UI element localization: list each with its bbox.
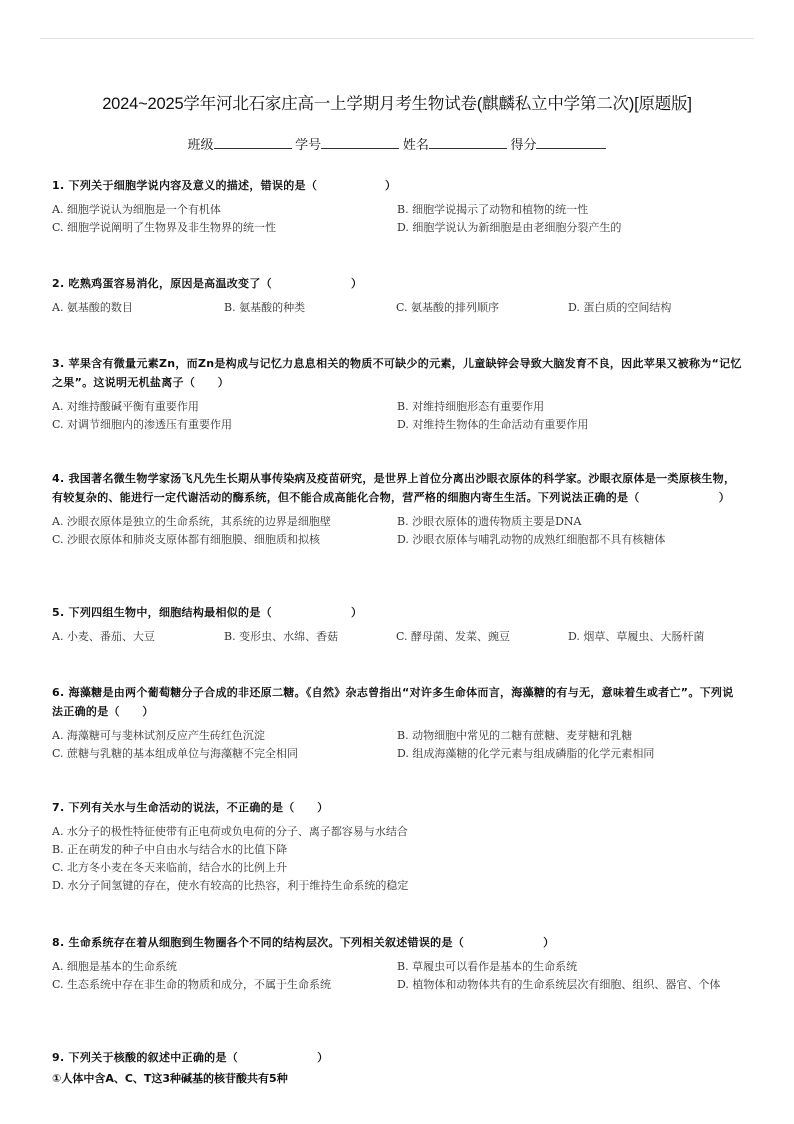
name-blank[interactable]	[429, 137, 507, 149]
option-a[interactable]: A. 细胞学说认为细胞是一个有机体	[52, 203, 221, 216]
option-b[interactable]: B. 对维持细胞形态有重要作用	[397, 400, 545, 413]
option-a[interactable]: A. 氨基酸的数目	[52, 301, 133, 314]
option-b[interactable]: B. 动物细胞中常见的二糖有蔗糖、麦芽糖和乳糖	[397, 729, 633, 742]
option-a[interactable]: A. 沙眼衣原体是独立的生命系统，其系统的边界是细胞壁	[52, 515, 331, 528]
question-7	[52, 798, 742, 895]
option-c[interactable]: C. 细胞学说阐明了生物界及非生物界的统一性	[52, 221, 277, 234]
name-label: 姓名	[402, 137, 429, 152]
option-d[interactable]: D. 对维持生物体的生命活动有重要作用	[397, 418, 589, 431]
option-a[interactable]: A. 海藻糖可与斐林试剂反应产生砖红色沉淀	[52, 729, 265, 742]
question-stem: 9. 下列关于核酸的叙述中正确的是（ ）	[52, 1051, 329, 1064]
option-a[interactable]: A. 水分子的极性特征使带有正电荷或负电荷的分子、离子都容易与水结合	[52, 825, 408, 838]
question-stem: 3. 苹果含有微量元素Zn，而Zn是构成与记忆力息息相关的物质不可缺少的元素，儿童缺锌会导致大脑发育不良，因此苹果又被称为“记忆之果”。这说明无机盐离子（ ）	[52, 357, 742, 389]
question-9	[52, 1048, 742, 1088]
question-stem: 2. 吃熟鸡蛋容易消化，原因是高温改变了（ ）	[52, 277, 363, 290]
option-d[interactable]: D. 植物体和动物体共有的生命系统层次有细胞、组织、器官、个体	[397, 978, 721, 991]
option-c[interactable]: C. 对调节细胞内的渗透压有重要作用	[52, 418, 233, 431]
option-a[interactable]: A. 小麦、番茄、大豆	[52, 630, 155, 643]
question-6	[52, 683, 742, 763]
option-d[interactable]: D. 沙眼衣原体与哺乳动物的成熟红细胞都不具有核糖体	[397, 533, 666, 546]
score-blank[interactable]	[536, 137, 606, 149]
question-stem: 7. 下列有关水与生命活动的说法，不正确的是（ ）	[52, 801, 329, 814]
question-2	[52, 274, 742, 317]
option-d[interactable]: D. 细胞学说认为新细胞是由老细胞分裂产生的	[397, 221, 622, 234]
option-b[interactable]: B. 正在萌发的种子中自由水与结合水的比值下降	[52, 843, 288, 856]
option-d[interactable]: D. 蛋白质的空间结构	[568, 301, 672, 314]
statement-1: ①人体中含A、C、T这3种碱基的核苷酸共有5种	[52, 1072, 288, 1085]
question-stem: 6. 海藻糖是由两个葡萄糖分子合成的非还原二糖。《自然》杂志曾指出“对许多生命体而言，海藻糖的有与无，意味着生或者亡”。下列说法正确的是（ ）	[52, 686, 734, 718]
question-8	[52, 933, 742, 994]
option-c[interactable]: C. 生态系统中存在非生命的物质和成分，不属于生命系统	[52, 978, 332, 991]
option-a[interactable]: A. 细胞是基本的生命系统	[52, 960, 177, 973]
option-c[interactable]: C. 氨基酸的排列顺序	[396, 301, 500, 314]
option-b[interactable]: B. 细胞学说揭示了动物和植物的统一性	[397, 203, 589, 216]
option-b[interactable]: B. 氨基酸的种类	[224, 301, 306, 314]
question-stem: 8. 生命系统存在着从细胞到生物圈各个不同的结构层次。下列相关叙述错误的是（ ）	[52, 936, 555, 949]
question-3	[52, 354, 742, 434]
question-stem: 1. 下列关于细胞学说内容及意义的描述，错误的是（ ）	[52, 179, 397, 192]
option-c[interactable]: C. 酵母菌、发菜、豌豆	[396, 630, 511, 643]
student-info-line	[0, 134, 794, 153]
option-b[interactable]: B. 沙眼衣原体的遗传物质主要是DNA	[397, 515, 582, 528]
student-id-blank[interactable]	[321, 137, 399, 149]
question-stem: 5. 下列四组生物中，细胞结构最相似的是（ ）	[52, 606, 363, 619]
option-b[interactable]: B. 变形虫、水绵、香菇	[224, 630, 339, 643]
class-blank[interactable]	[214, 137, 292, 149]
header-rule	[40, 38, 754, 39]
question-stem: 4. 我国著名微生物学家汤飞凡先生长期从事传染病及疫苗研究，是世界上首位分离出沙眼衣原体的科学家。沙眼衣原体是一类原核生物，有较复杂的、能进行一定代谢活动的酶系统，但不能合成高能化合物，营严格的细胞内寄生生活。下列说法正确的是（ ）	[52, 472, 736, 504]
option-c[interactable]: C. 北方冬小麦在冬天来临前，结合水的比例上升	[52, 861, 288, 874]
question-4	[52, 469, 742, 549]
question-5	[52, 603, 742, 646]
option-d[interactable]: D. 烟草、草履虫、大肠杆菌	[568, 630, 705, 643]
option-c[interactable]: C. 蔗糖与乳糖的基本组成单位与海藻糖不完全相同	[52, 747, 299, 760]
option-b[interactable]: B. 草履虫可以看作是基本的生命系统	[397, 960, 578, 973]
score-label: 得分	[510, 137, 537, 152]
question-1	[52, 176, 742, 237]
page-title: 2024~2025学年河北石家庄高一上学期月考生物试卷(麒麟私立中学第二次)[原题版]	[102, 95, 692, 113]
option-c[interactable]: C. 沙眼衣原体和肺炎支原体都有细胞膜、细胞质和拟核	[52, 533, 321, 546]
student-id-label: 学号	[295, 137, 322, 152]
class-label: 班级	[187, 137, 214, 152]
option-a[interactable]: A. 对维持酸碱平衡有重要作用	[52, 400, 199, 413]
option-d[interactable]: D. 组成海藻糖的化学元素与组成磷脂的化学元素相同	[397, 747, 655, 760]
option-d[interactable]: D. 水分子间氢键的存在，使水有较高的比热容，利于维持生命系统的稳定	[52, 879, 409, 892]
